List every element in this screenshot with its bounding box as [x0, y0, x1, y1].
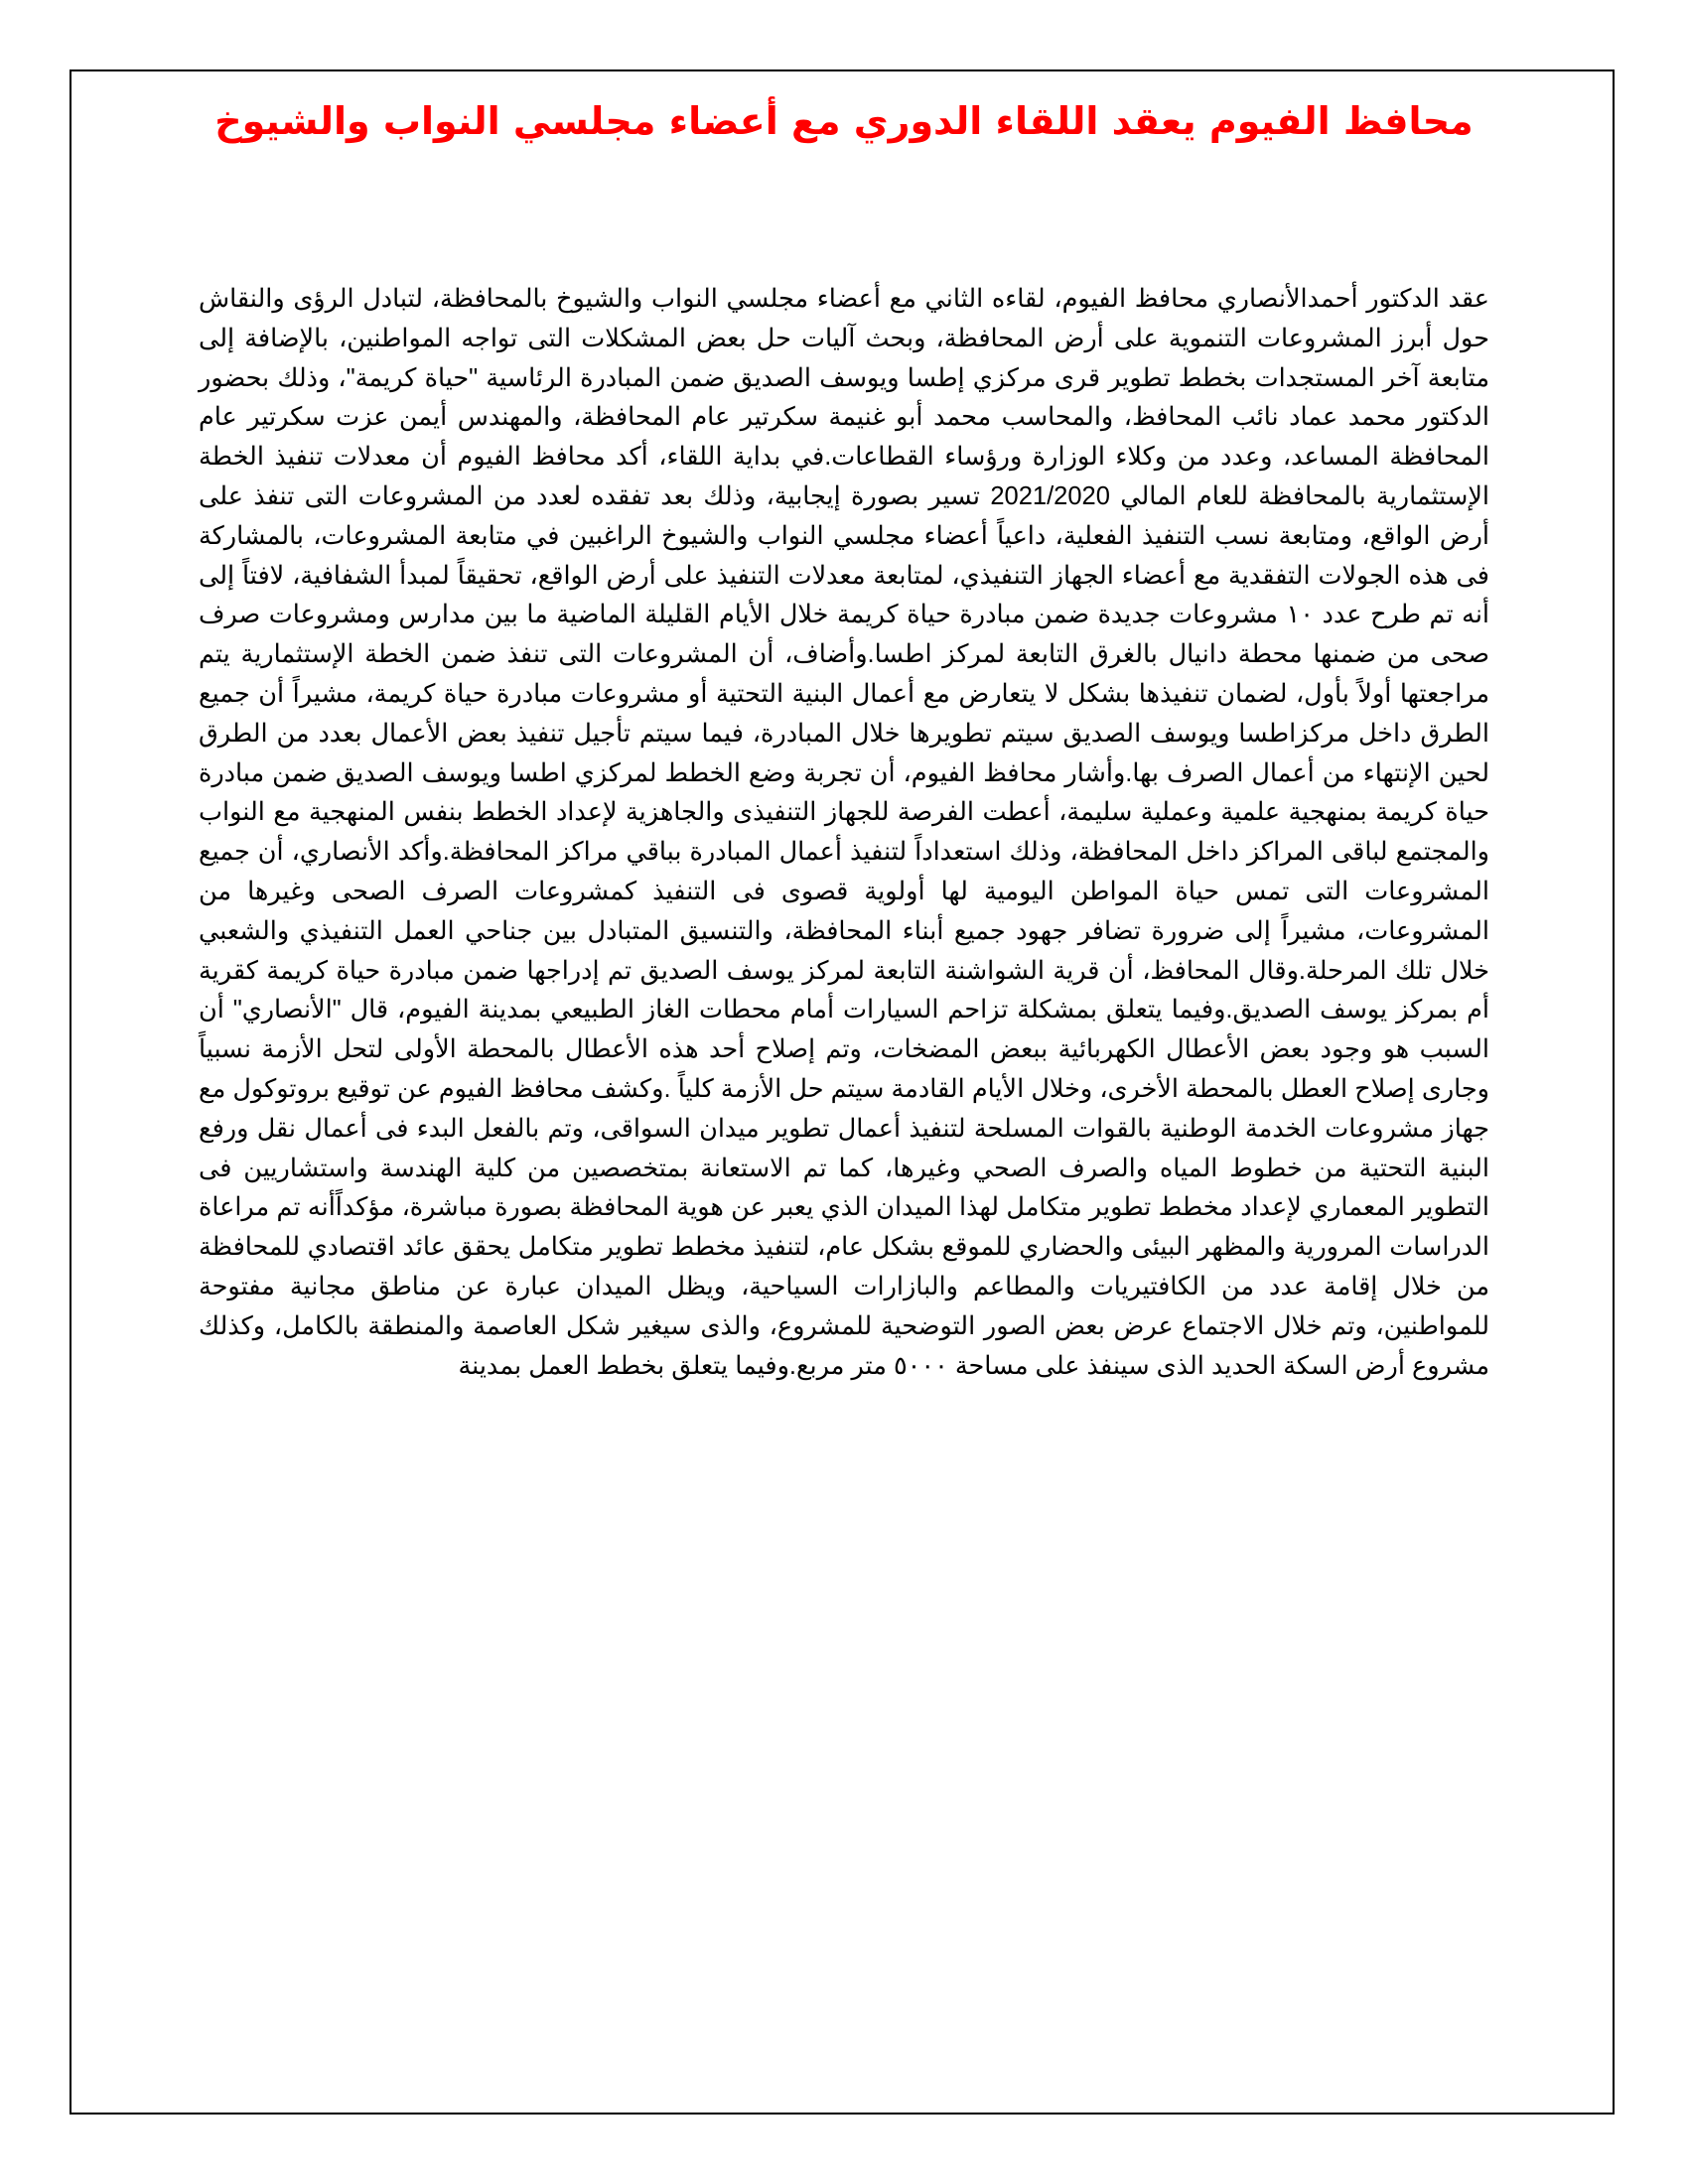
- article-body: عقد الدكتور أحمدالأنصاري محافظ الفيوم، لقاءه الثاني مع أعضاء مجلسي النواب والشيوخ بالمحافظة، لتبادل الرؤى والنقاش حول أبرز المشروعات التنموية على أرض المحافظة، وبحث آليات حل بعض المشكلات التى تواجه المواطنين، بالإضافة إلى متابعة آخر المستجدات بخطط تطوير قرى مركزي إطسا ويوسف الصديق ضمن المبادرة الرئاسية "حياة كريمة"، وذلك بحضور الدكتور محمد عماد نائب المحافظ، والمحاسب محمد أبو غنيمة سكرتير عام المحافظة، والمهندس أيمن عزت سكرتير عام المحافظة المساعد، وعدد من وكلاء الوزارة ورؤساء القطاعات.في بداية اللقاء، أكد محافظ الفيوم أن معدلات تنفيذ الخطة الإستثمارية بالمحافظة للعام المالي 2021/2020 تسير بصورة إيجابية، وذلك بعد تفقده لعدد من المشروعات التى تنفذ على أرض الواقع، ومتابعة نسب التنفيذ الفعلية، داعياً أعضاء مجلسي النواب والشيوخ الراغبين في متابعة المشروعات، بالمشاركة فى هذه الجولات التفقدية مع أعضاء الجهاز التنفيذي، لمتابعة معدلات التنفيذ على أرض الواقع، تحقيقاً لمبدأ الشفافية، لافتاً إلى أنه تم طرح عدد ١٠ مشروعات جديدة ضمن مبادرة حياة كريمة خلال الأيام القليلة الماضية ما بين مدارس ومشروعات صرف صحى من ضمنها محطة دانيال بالغرق التابعة لمركز اطسا.وأضاف، أن المشروعات التى تنفذ ضمن الخطة الإستثمارية يتم مراجعتها أولاً بأول، لضمان تنفيذها بشكل لا يتعارض مع أعمال البنية التحتية أو مشروعات مبادرة حياة كريمة، مشيراً أن جميع الطرق داخل مركزاطسا ويوسف الصديق سيتم تطويرها خلال المبادرة، فيما سيتم تأجيل تنفيذ بعض الأعمال بعدد من الطرق لحين الإنتهاء من أعمال الصرف بها.وأشار محافظ الفيوم، أن تجربة وضع الخطط لمركزي اطسا ويوسف الصديق ضمن مبادرة حياة كريمة بمنهجية علمية وعملية سليمة، أعطت الفرصة للجهاز التنفيذى والجاهزية لإعداد الخطط بنفس المنهجية مع النواب والمجتمع لباقى المراكز داخل المحافظة، وذلك استعداداً لتنفيذ أعمال المبادرة بباقي مراكز المحافظة.وأكد الأنصاري، أن جميع المشروعات التى تمس حياة المواطن اليومية لها أولوية قصوى فى التنفيذ كمشروعات الصرف الصحى وغيرها من المشروعات، مشيراً إلى ضرورة تضافر جهود جميع أبناء المحافظة، والتنسيق المتبادل بين جناحي العمل التنفيذي والشعبي خلال تلك المرحلة.وقال المحافظ، أن قرية الشواشنة التابعة لمركز يوسف الصديق تم إدراجها ضمن مبادرة حياة كريمة كقرية أم بمركز يوسف الصديق.وفيما يتعلق بمشكلة تزاحم السيارات أمام محطات الغاز الطبيعي بمدينة الفيوم، قال "الأنصاري" أن السبب هو وجود بعض الأعطال الكهربائية ببعض المضخات، وتم إصلاح أحد هذه الأعطال بالمحطة الأولى لتحل الأزمة نسبياً وجارى إصلاح العطل بالمحطة الأخرى، وخلال الأيام القادمة سيتم حل الأزمة كلياً .وكشف محافظ الفيوم عن توقيع بروتوكول مع جهاز مشروعات الخدمة الوطنية بالقوات المسلحة لتنفيذ أعمال تطوير ميدان السواقى، وتم بالفعل البدء فى أعمال نقل ورفع البنية التحتية من خطوط المياه والصرف الصحي وغيرها، كما تم الاستعانة بمتخصصين من كلية الهندسة واستشاريين فى التطوير المعماري لإعداد مخطط تطوير متكامل لهذا الميدان الذي يعبر عن هوية المحافظة بصورة مباشرة، مؤكداًأنه تم مراعاة الدراسات المرورية والمظهر البيئى والحضاري للموقع بشكل عام، لتنفيذ مخطط تطوير متكامل يحقق عائد اقتصادي للمحافظة من خلال إقامة عدد من الكافتيريات والمطاعم والبازارات السياحية، ويظل الميدان عبارة عن مناطق مجانية مفتوحة للمواطنين، وتم خلال الاجتماع عرض بعض الصور التوضحية للمشروع، والذى سيغير شكل العاصمة والمنطقة بالكامل، وكذلك مشروع أرض السكة الحديد الذى سينفذ على مساحة ٥٠٠٠ متر مربع.وفيما يتعلق بخطط العمل بمدينة: [199, 285, 1489, 1380]
- document-title: محافظ الفيوم يعقد اللقاء الدوري مع أعضاء مجلسي النواب والشيوخ: [214, 99, 1474, 143]
